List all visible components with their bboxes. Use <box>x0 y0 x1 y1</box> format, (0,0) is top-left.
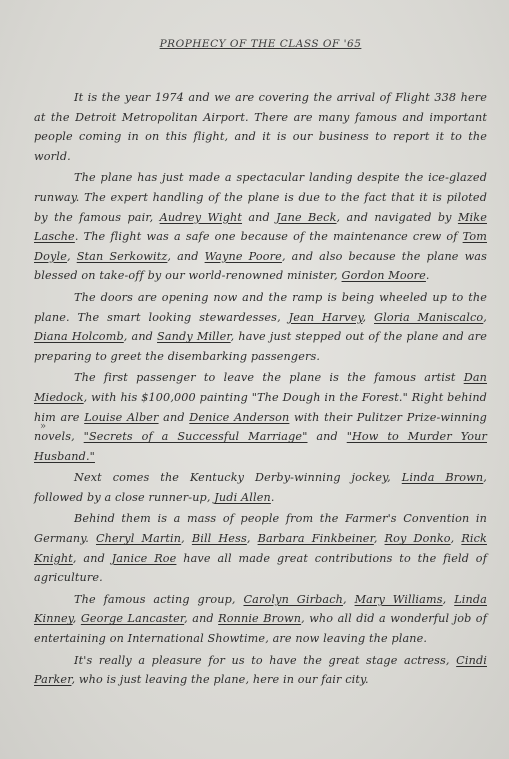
underlined-name: Audrey Wight <box>159 210 243 224</box>
text-run: have all made great contributions to the field of agriculture. <box>34 551 487 585</box>
text-run: with their Pulitzer Prize-winning novels, <box>34 410 487 444</box>
underlined-name: Carolyn Girbach <box>243 592 343 606</box>
underlined-name: "How to Murder Your Husband." <box>34 430 487 463</box>
text-run: The plane has just made a spectacular landing despite the ice-glazed runway. The expert handling of the plane is due to the fact that it is piloted by the famous pair, <box>34 171 487 224</box>
text-run: , and navigated by <box>336 210 458 224</box>
text-run: , <box>373 532 385 546</box>
text-run: It's really a pleasure for us to have the great stage actress, <box>74 653 457 667</box>
text-run: , and <box>72 551 112 565</box>
margin-mark: » <box>40 421 47 432</box>
paragraph <box>34 368 487 466</box>
underlined-name: Jean Harvey <box>288 310 363 324</box>
underlined-name: Rick Knight <box>34 532 487 565</box>
text-run: , <box>181 532 192 546</box>
paragraph <box>34 288 487 366</box>
paragraph <box>34 509 487 587</box>
text-run: , who all did a wonderful job of entertaining on International Showtime, are now leaving the plane. <box>34 612 487 646</box>
text-run: , who is just leaving the plane, here in our fair city. <box>71 673 369 687</box>
underlined-name: Denice Anderson <box>189 410 290 424</box>
text-run: , with his $100,000 painting "The Dough in the Forest." Right behind him are <box>34 390 487 424</box>
text-run: The first passenger to leave the plane is the famous artist <box>74 371 464 385</box>
underlined-name: Stan Serkowitz <box>76 249 168 263</box>
underlined-name: Linda Brown <box>401 471 484 485</box>
text-run: , and also because the plane was blessed on take-off by our world-renowned minister, <box>34 249 488 283</box>
underlined-name: Dan Miedock <box>34 371 487 404</box>
text-run: and <box>307 430 347 444</box>
text-run: , <box>442 592 455 606</box>
text-run: It is the year 1974 and we are covering the arrival of Flight 338 here at the Detroit Metropolitan Airport. There are many famous and important people coming in on this flight, and it is our business to report it to the world. <box>34 91 487 163</box>
text-run: , <box>362 310 375 324</box>
underlined-name: Gordon Moore <box>341 269 426 283</box>
text-run: . <box>425 269 430 283</box>
underlined-name: Louise Alber <box>84 410 159 424</box>
text-run: , <box>483 310 487 324</box>
underlined-name: George Lancaster <box>80 612 185 626</box>
paragraph <box>34 468 487 507</box>
text-run: , have just stepped out of the plane and are preparing to greet the disembarking passengers. <box>34 330 487 363</box>
text-run: , and <box>167 249 205 263</box>
underlined-name: Janice Roe <box>111 551 177 565</box>
underlined-name: Mary Williams <box>354 592 443 606</box>
text-run: The doors are opening now and the ramp is being wheeled up to the plane. The smart looking stewardesses, <box>34 290 487 324</box>
underlined-name: "Secrets of a Successful Marriage" <box>83 430 308 444</box>
paragraph <box>34 88 487 166</box>
underlined-name: Jane Beck <box>276 210 337 224</box>
text-run: , and <box>184 612 219 626</box>
text-run: . The flight was a safe one because of the maintenance crew of <box>74 230 463 244</box>
text-run: , <box>450 532 462 546</box>
underlined-name: Sandy Miller <box>157 330 231 344</box>
paragraph <box>34 651 487 690</box>
text-run: and <box>242 210 277 224</box>
text-run: , <box>66 249 77 263</box>
underlined-name: Diana Holcomb <box>34 330 124 344</box>
document-body <box>34 88 487 690</box>
underlined-name: Linda Kinney <box>34 592 487 626</box>
underlined-name: Gloria Maniscalco <box>374 310 484 324</box>
text-run: , followed by a close runner-up, <box>34 471 487 504</box>
underlined-name: Tom Doyle <box>34 230 487 263</box>
underlined-name: Wayne Poore <box>204 249 282 263</box>
underlined-name: Ronnie Brown <box>218 612 302 626</box>
underlined-name: Barbara Finkbeiner <box>257 532 374 546</box>
text-run: The famous acting group, <box>74 592 244 606</box>
paragraph <box>34 590 487 649</box>
text-run: , and <box>123 330 158 344</box>
bleed-through-shadow <box>60 4 420 38</box>
text-run: . <box>270 490 275 504</box>
text-run: , <box>72 612 81 626</box>
underlined-name: Judi Allen <box>214 490 271 504</box>
underlined-name: Cheryl Martin <box>95 532 182 546</box>
underlined-name: Cindi Parker <box>34 653 487 687</box>
text-run: Next comes the Kentucky Derby-winning jockey, <box>74 471 402 485</box>
underlined-name: Mike Lasche <box>34 210 487 244</box>
text-run: , <box>246 532 258 546</box>
underlined-name: Roy Donko <box>384 532 451 546</box>
underlined-name: Bill Hess <box>191 532 247 546</box>
text-run: Behind them is a mass of people from the Farmer's Convention in Germany. <box>34 512 487 546</box>
text-run: , <box>343 592 355 606</box>
document-title: PROPHECY OF THE CLASS OF '65 <box>159 38 362 50</box>
paragraph <box>34 168 487 286</box>
text-run: and <box>158 410 190 424</box>
